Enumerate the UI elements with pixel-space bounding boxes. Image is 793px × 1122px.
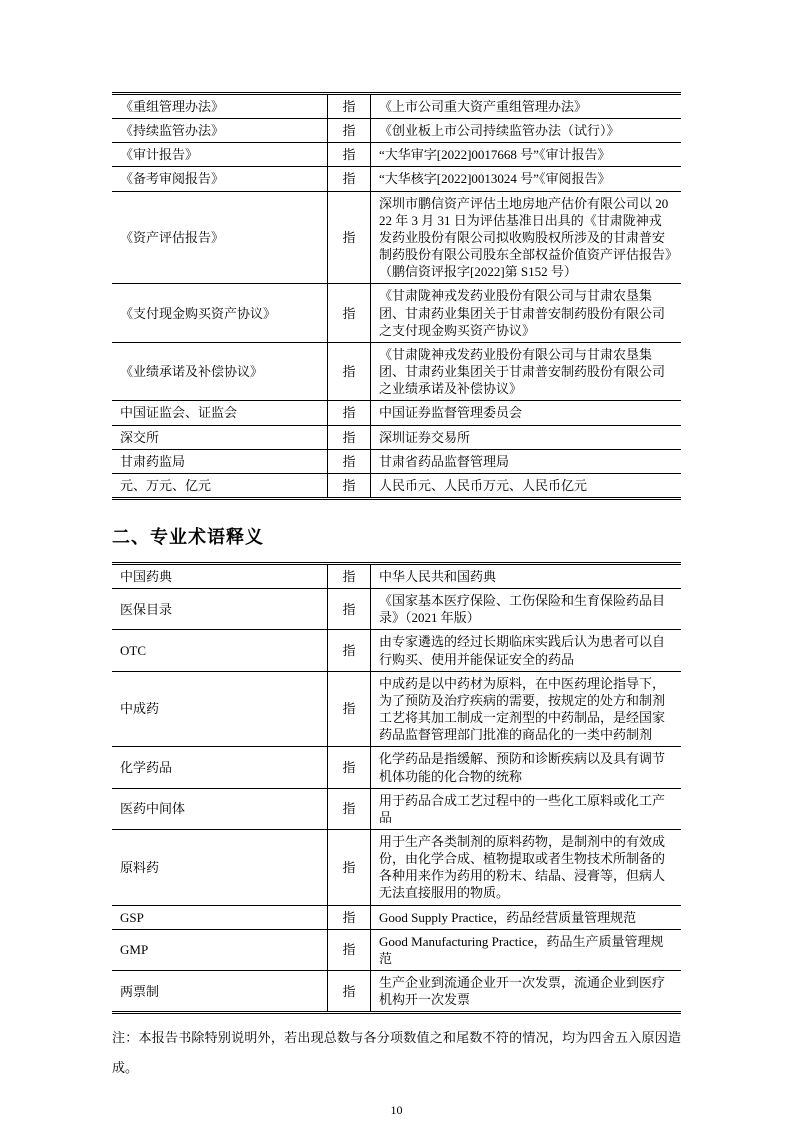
term-cell: 《备考审阅报告》 — [112, 167, 328, 191]
definition-cell: 《创业板上市公司持续监管办法（试行）》 — [371, 119, 682, 143]
term-cell: 《资产评估报告》 — [112, 191, 328, 284]
definition-cell: 生产企业到流通企业开一次发票，流通企业到医疗机构开一次发票 — [371, 971, 682, 1013]
relation-cell: 指 — [328, 94, 371, 119]
table-row — [112, 94, 681, 119]
term-cell: 中国证监会、证监会 — [112, 401, 328, 425]
relation-cell: 指 — [328, 191, 371, 284]
table-row — [112, 747, 681, 788]
table-row — [112, 929, 681, 970]
relation-cell: 指 — [328, 473, 371, 498]
definition-cell: “大华审字[2022]0017668 号”《审计报告》 — [371, 143, 682, 167]
definition-cell: 人民币元、人民币万元、人民币亿元 — [371, 473, 682, 498]
table-row — [112, 425, 681, 449]
table-row — [112, 342, 681, 400]
relation-cell: 指 — [328, 284, 371, 342]
term-cell: 医保目录 — [112, 589, 328, 630]
term-cell: 《审计报告》 — [112, 143, 328, 167]
page-number: 10 — [390, 1103, 403, 1118]
table-row — [112, 473, 681, 498]
relation-cell: 指 — [328, 167, 371, 191]
term-cell: GMP — [112, 929, 328, 970]
table-row — [112, 589, 681, 630]
table-row — [112, 449, 681, 473]
table-row — [112, 401, 681, 425]
term-cell: 《持续监管办法》 — [112, 119, 328, 143]
term-cell: 原料药 — [112, 830, 328, 906]
term-cell: 甘肃药监局 — [112, 449, 328, 473]
relation-cell: 指 — [328, 630, 371, 671]
relation-cell: 指 — [328, 589, 371, 630]
relation-cell: 指 — [328, 342, 371, 400]
term-cell: GSP — [112, 905, 328, 929]
table-row — [112, 788, 681, 829]
definition-cell: 中成药是以中药材为原料，在中医药理论指导下，为了预防及治疗疾病的需要，按规定的处方和制剂工艺将其加工制成一定剂型的中药制品，是经国家药品监督管理部门批准的商品化的一类中药制剂 — [371, 671, 682, 747]
relation-cell: 指 — [328, 425, 371, 449]
table-row — [112, 905, 681, 929]
relation-cell: 指 — [328, 563, 371, 588]
definition-cell: 《甘肃陇神戎发药业股份有限公司与甘肃农垦集团、甘肃药业集团关于甘肃普安制药股份有限公司之业绩承诺及补偿协议》 — [371, 342, 682, 400]
definition-cell: 甘肃省药品监督管理局 — [371, 449, 682, 473]
relation-cell: 指 — [328, 788, 371, 829]
term-cell: 深交所 — [112, 425, 328, 449]
definition-cell: 中国证券监督管理委员会 — [371, 401, 682, 425]
term-cell: 《业绩承诺及补偿协议》 — [112, 342, 328, 400]
table-row — [112, 971, 681, 1013]
rounding-footnote: 注：本报告书除特别说明外，若出现总数与各分项数值之和尾数不符的情况，均为四舍五入原因造成。 — [112, 1030, 681, 1076]
table-row — [112, 167, 681, 191]
term-cell: 两票制 — [112, 971, 328, 1013]
table-row — [112, 563, 681, 588]
definition-cell: 用于生产各类制剂的原料药物，是制剂中的有效成份，由化学合成、植物提取或者生物技术所制备的各种用来作为药用的粉末、结晶、浸膏等，但病人无法直接服用的物质。 — [371, 830, 682, 906]
relation-cell: 指 — [328, 830, 371, 906]
term-cell: 《重组管理办法》 — [120, 99, 225, 114]
relation-cell: 指 — [328, 971, 371, 1013]
table-row — [112, 191, 681, 284]
term-cell: OTC — [112, 630, 328, 671]
table-row — [112, 671, 681, 747]
table-row — [112, 143, 681, 167]
relation-cell: 指 — [328, 143, 371, 167]
term-cell: 化学药品 — [112, 747, 328, 788]
table-row — [112, 830, 681, 906]
definition-cell: 中华人民共和国药典 — [379, 568, 497, 584]
relation-cell: 指 — [328, 747, 371, 788]
relation-cell: 指 — [328, 449, 371, 473]
definitions-table-professional-terms — [112, 562, 681, 1014]
definition-cell: “大华核字[2022]0013024 号”《审阅报告》 — [371, 167, 682, 191]
definition-cell: Good Supply Practice，药品经营质量管理规范 — [371, 905, 682, 929]
section-heading-professional-terms: 二、专业术语释义 — [112, 526, 264, 547]
relation-cell: 指 — [328, 119, 371, 143]
definition-cell: 《甘肃陇神戎发药业股份有限公司与甘肃农垦集团、甘肃药业集团关于甘肃普安制药股份有限公司之支付现金购买资产协议》 — [371, 284, 682, 342]
relation-cell: 指 — [328, 905, 371, 929]
definition-cell: Good Manufacturing Practice，药品生产质量管理规范 — [371, 929, 682, 970]
definition-cell: 《上市公司重大资产重组管理办法》 — [379, 99, 588, 114]
definition-cell: 《国家基本医疗保险、工伤保险和生育保险药品目录》（2021 年版） — [371, 589, 682, 630]
relation-cell: 指 — [328, 929, 371, 970]
term-cell: 中成药 — [112, 671, 328, 747]
definition-cell: 深圳证券交易所 — [371, 425, 682, 449]
table-row — [112, 119, 681, 143]
term-cell: 中国药典 — [120, 568, 173, 584]
table-row — [112, 630, 681, 671]
definition-cell: 用于药品合成工艺过程中的一些化工原料或化工产品 — [371, 788, 682, 829]
definitions-table-general — [112, 92, 681, 500]
definition-cell: 由专家遴选的经过长期临床实践后认为患者可以自行购买、使用并能保证安全的药品 — [371, 630, 682, 671]
term-cell: 《支付现金购买资产协议》 — [112, 284, 328, 342]
relation-cell: 指 — [328, 401, 371, 425]
relation-cell: 指 — [328, 671, 371, 747]
definition-cell: 深圳市鹏信资产评估土地房地产估价有限公司以 2022 年 3 月 31 日为评估基准日出具的《甘肃陇神戎发药业股份有限公司拟收购股权所涉及的甘肃普安制药股份有限公司股东全部权益价值资产评估报告》（鹏信资评报字[2022]第 S152 号） — [371, 191, 682, 284]
definition-cell: 化学药品是指缓解、预防和诊断疾病以及具有调节机体功能的化合物的统称 — [371, 747, 682, 788]
term-cell: 元、万元、亿元 — [112, 473, 328, 498]
table-row — [112, 284, 681, 342]
term-cell: 医药中间体 — [112, 788, 328, 829]
